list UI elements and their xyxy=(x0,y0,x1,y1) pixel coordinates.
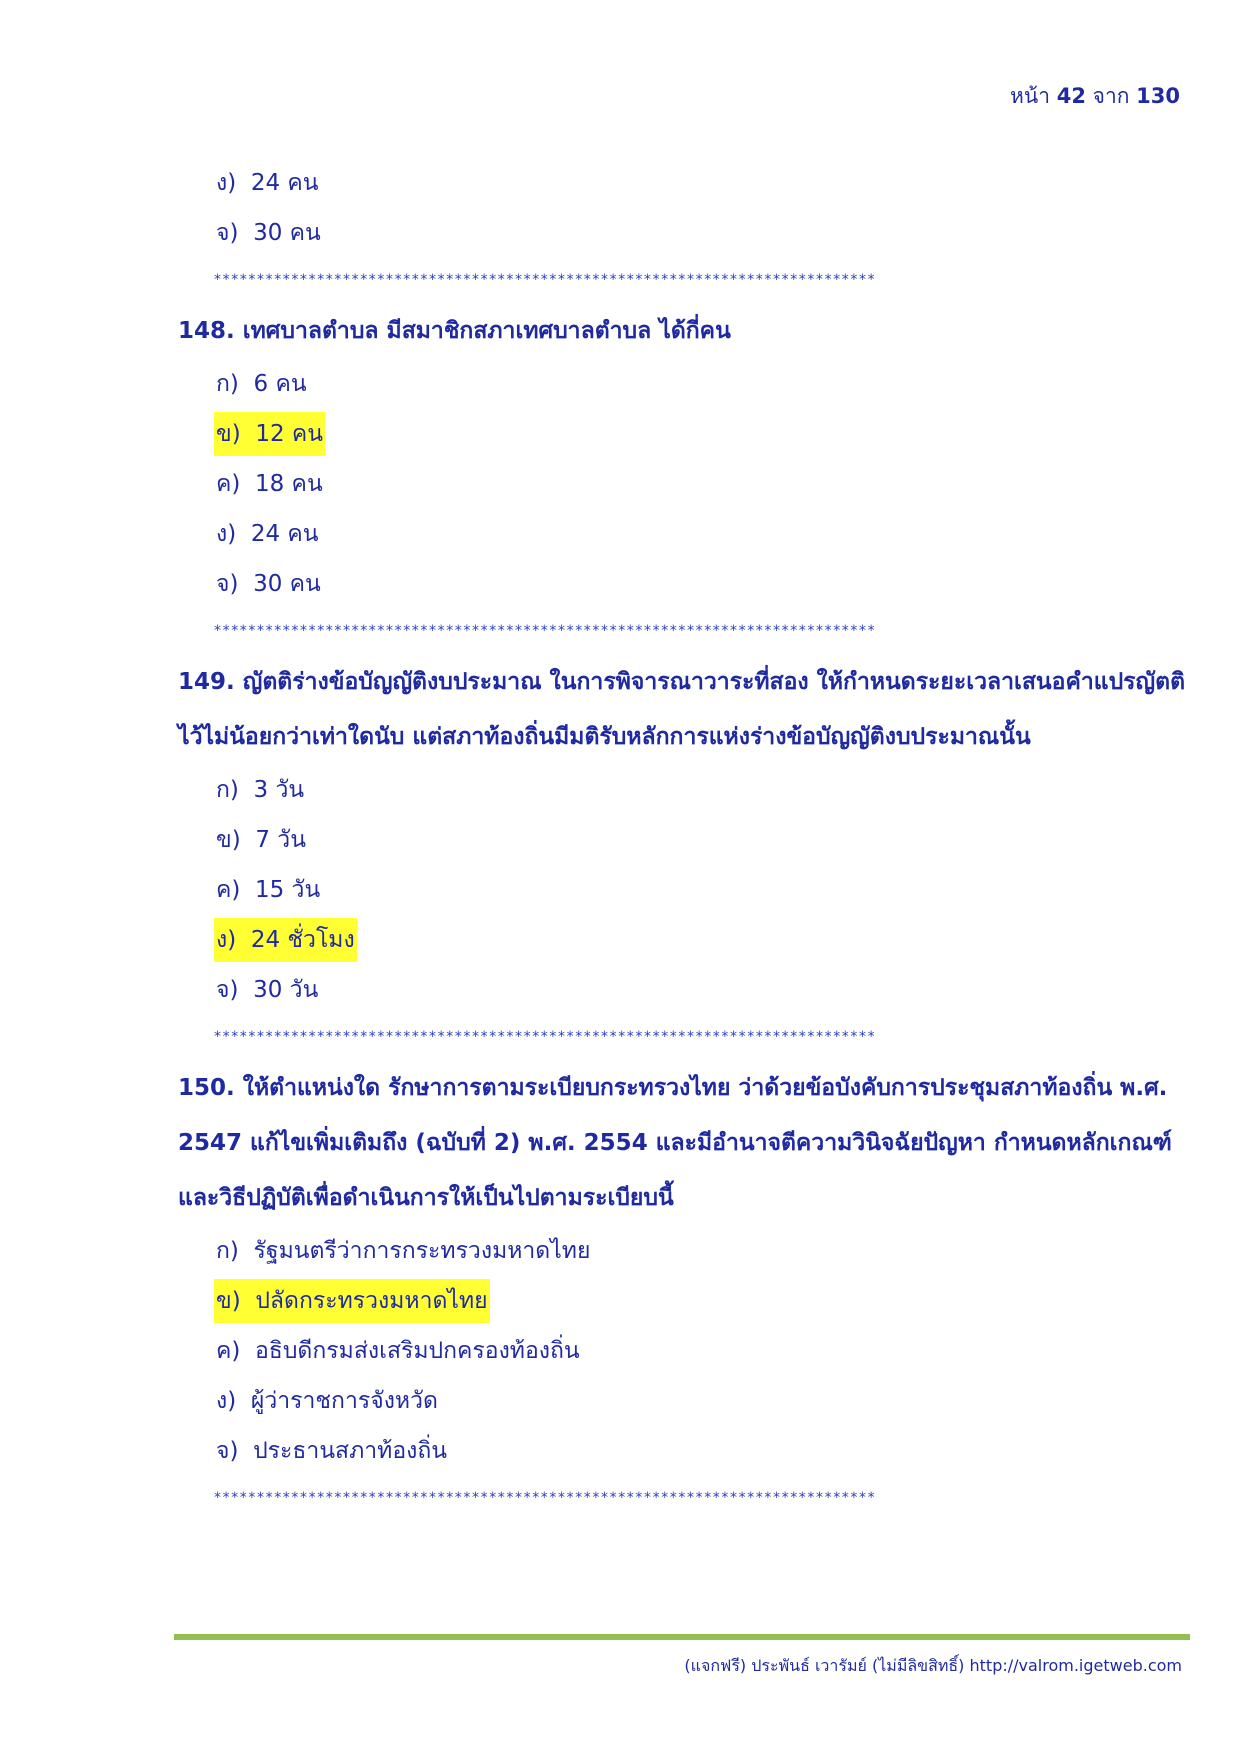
choice-item xyxy=(178,915,1188,965)
choice-highlight xyxy=(214,918,357,962)
choice-item xyxy=(178,509,1188,559)
choice-highlight xyxy=(214,512,321,556)
choice-label: ค) xyxy=(216,471,241,497)
separator: ***************************************************************************** xyxy=(214,1029,877,1045)
choice-item xyxy=(178,1426,1188,1476)
choice-text: ประธานสภาท้องถิ่น xyxy=(253,1438,448,1464)
choice-label: ค) xyxy=(216,877,241,903)
choice-highlight xyxy=(214,1329,582,1373)
choice-label: ง) xyxy=(216,927,237,953)
choice-text: 24 คน xyxy=(250,170,319,196)
choice-item xyxy=(178,1226,1188,1276)
choice-highlight xyxy=(214,768,306,812)
choice-text: 30 คน xyxy=(253,220,321,246)
choice-text: 30 คน xyxy=(253,571,321,597)
choice-label: ง) xyxy=(216,170,237,196)
choice-item xyxy=(178,158,1188,208)
choice-item xyxy=(178,965,1188,1015)
choice-item xyxy=(178,359,1188,409)
choice-highlight xyxy=(214,462,325,506)
page-of-label: จาก xyxy=(1092,84,1130,108)
choice-label: ข) xyxy=(216,827,241,853)
choice-text: 15 วัน xyxy=(254,877,321,903)
choice-item xyxy=(178,865,1188,915)
choice-item xyxy=(178,1376,1188,1426)
choice-highlight xyxy=(214,968,320,1012)
choice-highlight xyxy=(214,1229,592,1273)
choice-text: 6 คน xyxy=(253,371,307,397)
choice-highlight xyxy=(214,1429,449,1473)
choice-label: ก) xyxy=(216,1238,239,1264)
choice-text: 24 คน xyxy=(250,521,319,547)
footer-credit: (แจกฟรี) ประพันธ์ เวารัมย์ (ไม่มีลิขสิทธิ์) http://valrom.igetweb.com xyxy=(684,1656,1182,1675)
choice-highlight xyxy=(214,1279,490,1323)
page-label: หน้า xyxy=(1010,84,1051,108)
choice-highlight xyxy=(214,161,321,205)
choice-highlight xyxy=(214,362,309,406)
choice-text: 12 คน xyxy=(255,421,324,447)
choice-item xyxy=(178,1276,1188,1326)
choice-text: รัฐมนตรีว่าการกระทรวงมหาดไทย xyxy=(253,1238,591,1264)
choice-label: ง) xyxy=(216,1388,237,1414)
choice-item xyxy=(178,208,1188,258)
choice-highlight xyxy=(214,211,323,255)
choice-text: ปลัดกระทรวงมหาดไทย xyxy=(255,1288,488,1314)
choice-item xyxy=(178,559,1188,609)
choice-text: อธิบดีกรมส่งเสริมปกครองท้องถิ่น xyxy=(254,1338,580,1364)
page-number-header xyxy=(1010,80,1180,113)
page-content xyxy=(178,158,1188,1520)
separator: ***************************************************************************** xyxy=(214,623,877,639)
choice-label: ข) xyxy=(216,1288,241,1314)
choice-label: ค) xyxy=(216,1338,241,1364)
choice-label: ก) xyxy=(216,371,239,397)
choice-text: ผู้ว่าราชการจังหวัด xyxy=(250,1388,438,1414)
page-current: 42 xyxy=(1056,84,1086,108)
choice-item xyxy=(178,765,1188,815)
choice-label: จ) xyxy=(216,1438,239,1464)
choice-text: 24 ชั่วโมง xyxy=(250,927,355,953)
choice-item xyxy=(178,1326,1188,1376)
choice-label: จ) xyxy=(216,977,239,1003)
question-148: 148. เทศบาลตำบล มีสมาชิกสภาเทศบาลตำบล ได้กี่คน xyxy=(178,318,731,344)
choice-text: 30 วัน xyxy=(253,977,319,1003)
choice-text: 7 วัน xyxy=(255,827,306,853)
choice-highlight xyxy=(214,818,308,862)
choice-highlight xyxy=(214,412,325,456)
choice-label: ข) xyxy=(216,421,241,447)
question-150: 150. ให้ตำแหน่งใด รักษาการตามระเบียบกระทรวงไทย ว่าด้วยข้อบังคับการประชุมสภาท้องถิ่น พ.ศ. 2547 แก้ไขเพิ่มเติมถึง (ฉบับที่ 2) พ.ศ. 2554 และมีอำนาจตีความวินิจฉัยปัญหา กำหนดหลักเกณฑ์และวิธีปฏิบัติเพื่อดำเนินการให้เป็นไปตามระเบียบนี้ xyxy=(178,1075,1172,1211)
page-total: 130 xyxy=(1136,84,1180,108)
choice-highlight xyxy=(214,868,322,912)
choice-label: ง) xyxy=(216,521,237,547)
choice-highlight xyxy=(214,1379,440,1423)
choice-label: จ) xyxy=(216,220,239,246)
question-149: 149. ญัตติร่างข้อบัญญัติงบประมาณ ในการพิจารณาวาระที่สอง ให้กำหนดระยะเวลาเสนอคำแปรญัตติไว้ไม่น้อยกว่าเท่าใดนับ แต่สภาท้องถิ่นมีมติรับหลักการแห่งร่างข้อบัญญัติงบประมาณนั้น xyxy=(178,669,1186,750)
choice-label: ก) xyxy=(216,777,239,803)
choice-item xyxy=(178,815,1188,865)
choice-item xyxy=(178,409,1188,459)
separator: ***************************************************************************** xyxy=(214,272,877,288)
choice-text: 3 วัน xyxy=(253,777,305,803)
separator: ***************************************************************************** xyxy=(214,1490,877,1506)
choice-highlight xyxy=(214,562,323,606)
choice-item xyxy=(178,459,1188,509)
choice-text: 18 คน xyxy=(254,471,323,497)
choice-label: จ) xyxy=(216,571,239,597)
footer-divider xyxy=(174,1634,1190,1640)
